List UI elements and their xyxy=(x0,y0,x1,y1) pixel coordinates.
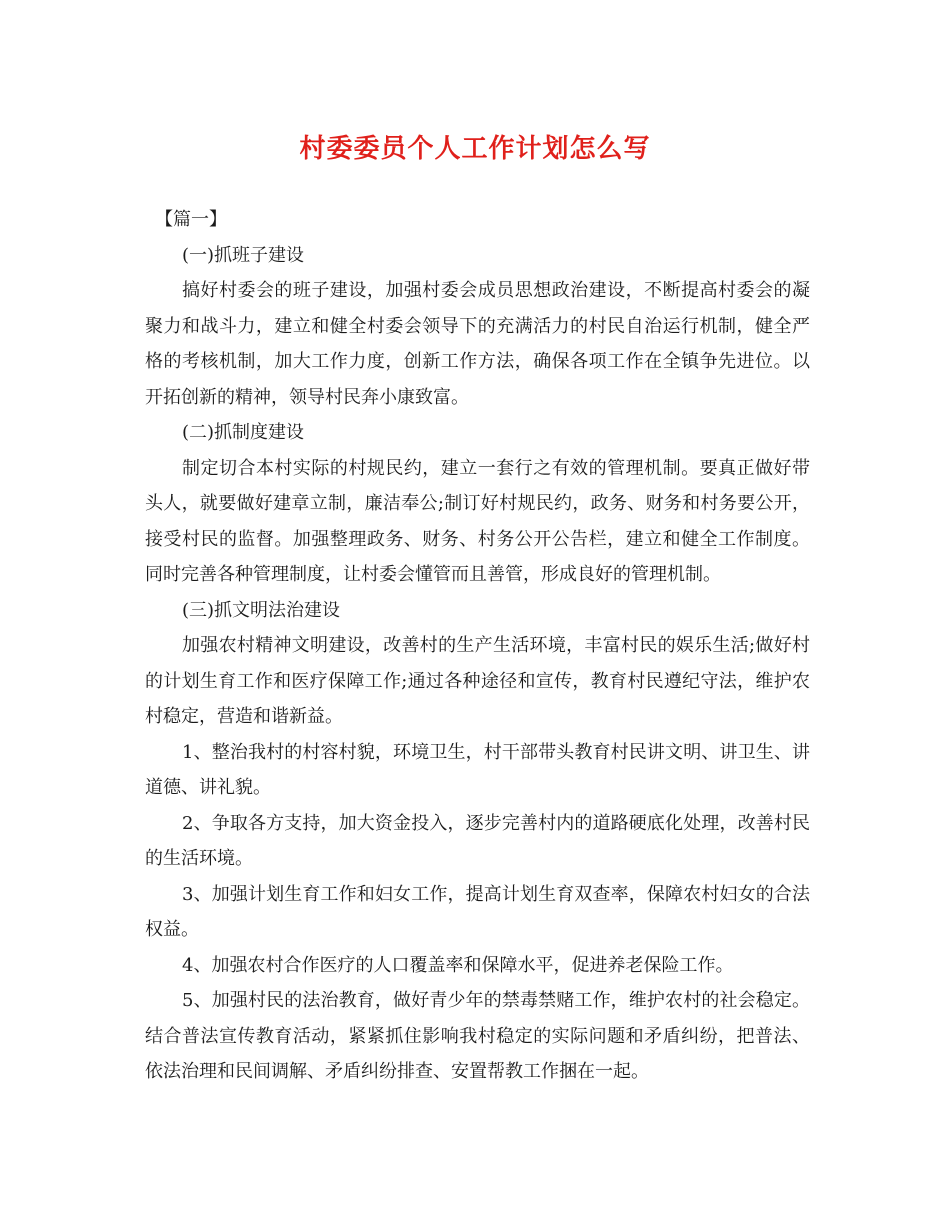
document-body xyxy=(145,202,810,1090)
list-item: 4、加强农村合作医疗的人口覆盖率和保障水平，促进养老保险工作。 xyxy=(182,954,734,976)
section-heading: (三)抓文明法治建设 xyxy=(182,599,341,621)
document-title: 村委委员个人工作计划怎么写 xyxy=(299,134,651,164)
section-heading: (一)抓班子建设 xyxy=(182,244,305,266)
body-paragraph: 搞好村委会的班子建设，加强村委会成员思想政治建设，不断提高村委会的凝聚力和战斗力，建立和健全村委会领导下的充满活力的村民自治运行机制，健全严格的考核机制，加大工作力度，创新工作方法，确保各项工作在全镇争先进位。以开拓创新的精神，领导村民奔小康致富。 xyxy=(145,280,810,408)
body-paragraph: 制定切合本村实际的村规民约，建立一套行之有效的管理机制。要真正做好带头人，就要做好建章立制，廉洁奉公;制订好村规民约，政务、财务和村务要公开，接受村民的监督。加强整理政务、财务、村务公开公告栏，建立和健全工作制度。同时完善各种管理制度，让村委会懂管而且善管，形成良好的管理机制。 xyxy=(145,457,810,585)
list-item: 5、加强村民的法治教育，做好青少年的禁毒禁赌工作，维护农村的社会稳定。结合普法宣传教育活动，紧紧抓住影响我村稳定的实际问题和矛盾纠纷，把普法、依法治理和民间调解、矛盾纠纷排查、安置帮教工作捆在一起。 xyxy=(145,990,810,1082)
list-item: 1、整治我村的村容村貌，环境卫生，村干部带头教育村民讲文明、讲卫生、讲道德、讲礼貌。 xyxy=(145,741,810,798)
section-marker: 【篇一】 xyxy=(155,209,227,230)
section-heading: (二)抓制度建设 xyxy=(182,422,305,443)
list-item: 2、争取各方支持，加大资金投入，逐步完善村内的道路硬底化处理，改善村民的生活环境。 xyxy=(145,812,810,869)
body-paragraph: 加强农村精神文明建设，改善村的生产生活环境，丰富村民的娱乐生活;做好村的计划生育工作和医疗保障工作;通过各种途径和宣传，教育村民遵纪守法，维护农村稳定，营造和谐新益。 xyxy=(145,635,810,727)
list-item: 3、加强计划生育工作和妇女工作，提高计划生育双查率，保障农村妇女的合法权益。 xyxy=(145,883,810,940)
